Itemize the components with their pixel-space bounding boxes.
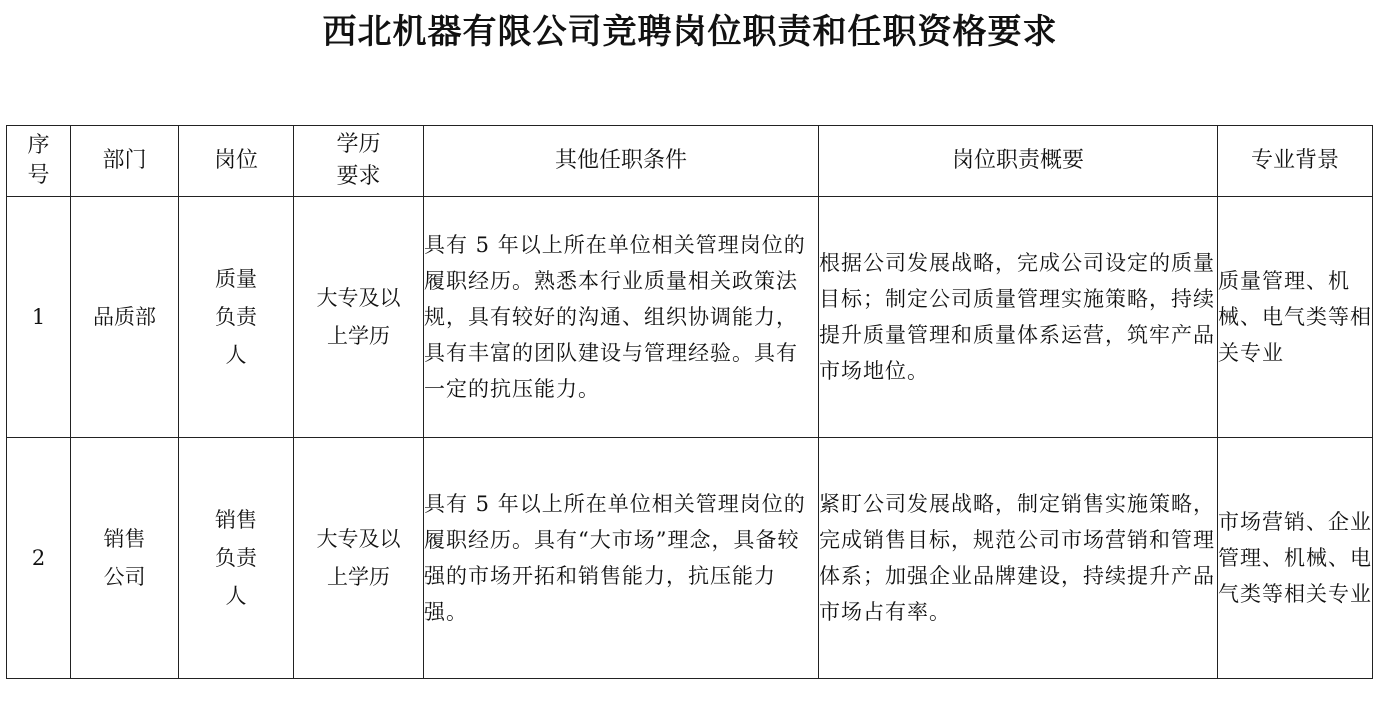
header-major: 专业背景 xyxy=(1218,126,1373,197)
header-dept: 部门 xyxy=(71,126,179,197)
row-education: 大专及以上学历 xyxy=(294,197,424,438)
row-major: 市场营销、企业管理、机械、电气类等相关专业 xyxy=(1218,438,1373,679)
requirements-table xyxy=(6,125,1373,679)
header-seq: 序号 xyxy=(7,126,71,197)
row-dept: 品质部 xyxy=(71,197,179,438)
header-duties: 岗位职责概要 xyxy=(819,126,1218,197)
row-dept: 销售公司 xyxy=(71,438,179,679)
table-row xyxy=(7,197,1373,438)
header-education: 学历要求 xyxy=(294,126,424,197)
row-education: 大专及以上学历 xyxy=(294,438,424,679)
row-duties: 紧盯公司发展战略，制定销售实施策略，完成销售目标，规范公司市场营销和管理体系；加强企业品牌建设，持续提升产品市场占有率。 xyxy=(819,438,1218,679)
row-other-conditions: 具有 5 年以上所在单位相关管理岗位的履职经历。具有“大市场”理念，具备较强的市场开拓和销售能力，抗压能力强。 xyxy=(424,438,819,679)
header-position: 岗位 xyxy=(179,126,294,197)
header-other-conditions: 其他任职条件 xyxy=(424,126,819,197)
row-position: 销售负责人 xyxy=(179,438,294,679)
page-title: 西北机器有限公司竞聘岗位职责和任职资格要求 xyxy=(322,12,1058,52)
row-other-conditions: 具有 5 年以上所在单位相关管理岗位的履职经历。熟悉本行业质量相关政策法规，具有较好的沟通、组织协调能力，具有丰富的团队建设与管理经验。具有一定的抗压能力。 xyxy=(424,197,819,438)
row-major: 质量管理、机械、电气类等相关专业 xyxy=(1218,197,1373,438)
row-position: 质量负责人 xyxy=(179,197,294,438)
table-row xyxy=(7,438,1373,679)
row-seq: 2 xyxy=(7,438,71,679)
table-header-row xyxy=(7,126,1373,197)
row-seq: 1 xyxy=(7,197,71,438)
row-duties: 根据公司发展战略，完成公司设定的质量目标；制定公司质量管理实施策略，持续提升质量管理和质量体系运营，筑牢产品市场地位。 xyxy=(819,197,1218,438)
